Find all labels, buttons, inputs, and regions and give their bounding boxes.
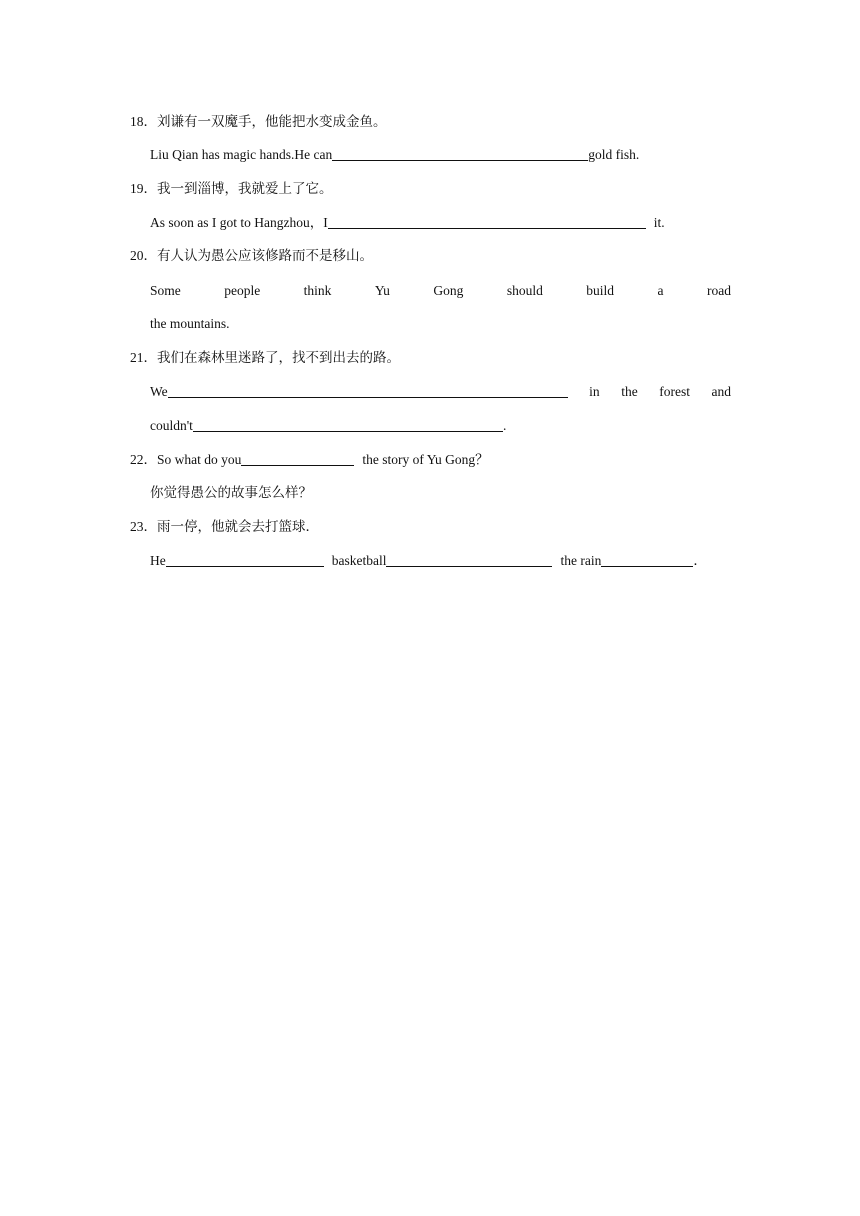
english-word: a: [657, 283, 664, 298]
english-text: So what do you: [157, 452, 242, 467]
english-word: Some: [150, 283, 181, 298]
english-word: the: [621, 384, 638, 399]
answer-blank[interactable]: [166, 552, 324, 567]
question-23-prompt: [130, 517, 319, 537]
chinese-sentence: 你觉得愚公的故事怎么样？: [150, 485, 312, 500]
chinese-sentence: 我们在森林里迷路了，找不到出去的路。: [157, 350, 400, 365]
answer-blank[interactable]: [241, 451, 354, 466]
question-23-answer: [150, 551, 707, 571]
question-number: 22．: [130, 452, 157, 467]
chinese-sentence: 雨一停，他就会去打篮球．: [157, 519, 319, 534]
english-text: ．: [693, 553, 707, 568]
question-21-answer: [150, 382, 731, 402]
english-word: in: [589, 384, 600, 399]
english-text: He: [150, 553, 166, 568]
question-22-prompt: [130, 450, 489, 470]
question-19-answer: [150, 213, 665, 233]
chinese-sentence: 有人认为愚公应该修路而不是移山。: [157, 248, 373, 263]
question-18-prompt: [130, 112, 387, 132]
english-word: think: [303, 283, 332, 298]
english-word: and: [711, 384, 731, 399]
question-21-answer-line2: [150, 416, 506, 436]
answer-blank[interactable]: [168, 383, 568, 398]
english-text: gold fish.: [588, 147, 640, 162]
chinese-sentence: 刘谦有一双魔手，他能把水变成金鱼。: [157, 114, 387, 129]
question-number: 19．: [130, 181, 157, 196]
english-word: road: [706, 283, 731, 298]
question-20-prompt: [130, 246, 373, 266]
answer-blank[interactable]: [386, 552, 552, 567]
english-text: the rain: [560, 553, 602, 568]
english-word: forest: [659, 384, 690, 399]
english-word: people: [224, 283, 261, 298]
question-20-answer: [150, 281, 731, 301]
question-22-translation: [150, 483, 312, 503]
english-text: Liu Qian has magic hands.He can: [150, 147, 333, 162]
answer-blank[interactable]: [332, 146, 588, 161]
question-18-answer: [150, 145, 639, 165]
question-21-prompt: [130, 348, 400, 368]
english-word: build: [586, 283, 615, 298]
english-text: basketball: [331, 553, 387, 568]
question-number: 18．: [130, 114, 157, 129]
english-word: Yu: [374, 283, 390, 298]
question-19-prompt: [130, 179, 333, 199]
english-word: should: [506, 283, 543, 298]
question-20-answer-line2: [150, 314, 230, 334]
english-text: We: [150, 384, 168, 399]
english-text: .: [502, 418, 507, 433]
english-text: it.: [653, 215, 665, 230]
english-text: the mountains.: [150, 316, 230, 331]
answer-blank[interactable]: [601, 552, 693, 567]
question-number: 20．: [130, 248, 157, 263]
question-number: 23．: [130, 519, 157, 534]
english-text: the story of Yu Gong？: [362, 452, 489, 467]
question-number: 21．: [130, 350, 157, 365]
answer-blank[interactable]: [328, 214, 646, 229]
english-word: Gong: [433, 283, 464, 298]
english-text: As soon as I got to Hangzhou，I: [150, 215, 328, 230]
chinese-sentence: 我一到淄博，我就爱上了它。: [157, 181, 333, 196]
english-text: couldn't: [150, 418, 193, 433]
answer-blank[interactable]: [193, 417, 503, 432]
